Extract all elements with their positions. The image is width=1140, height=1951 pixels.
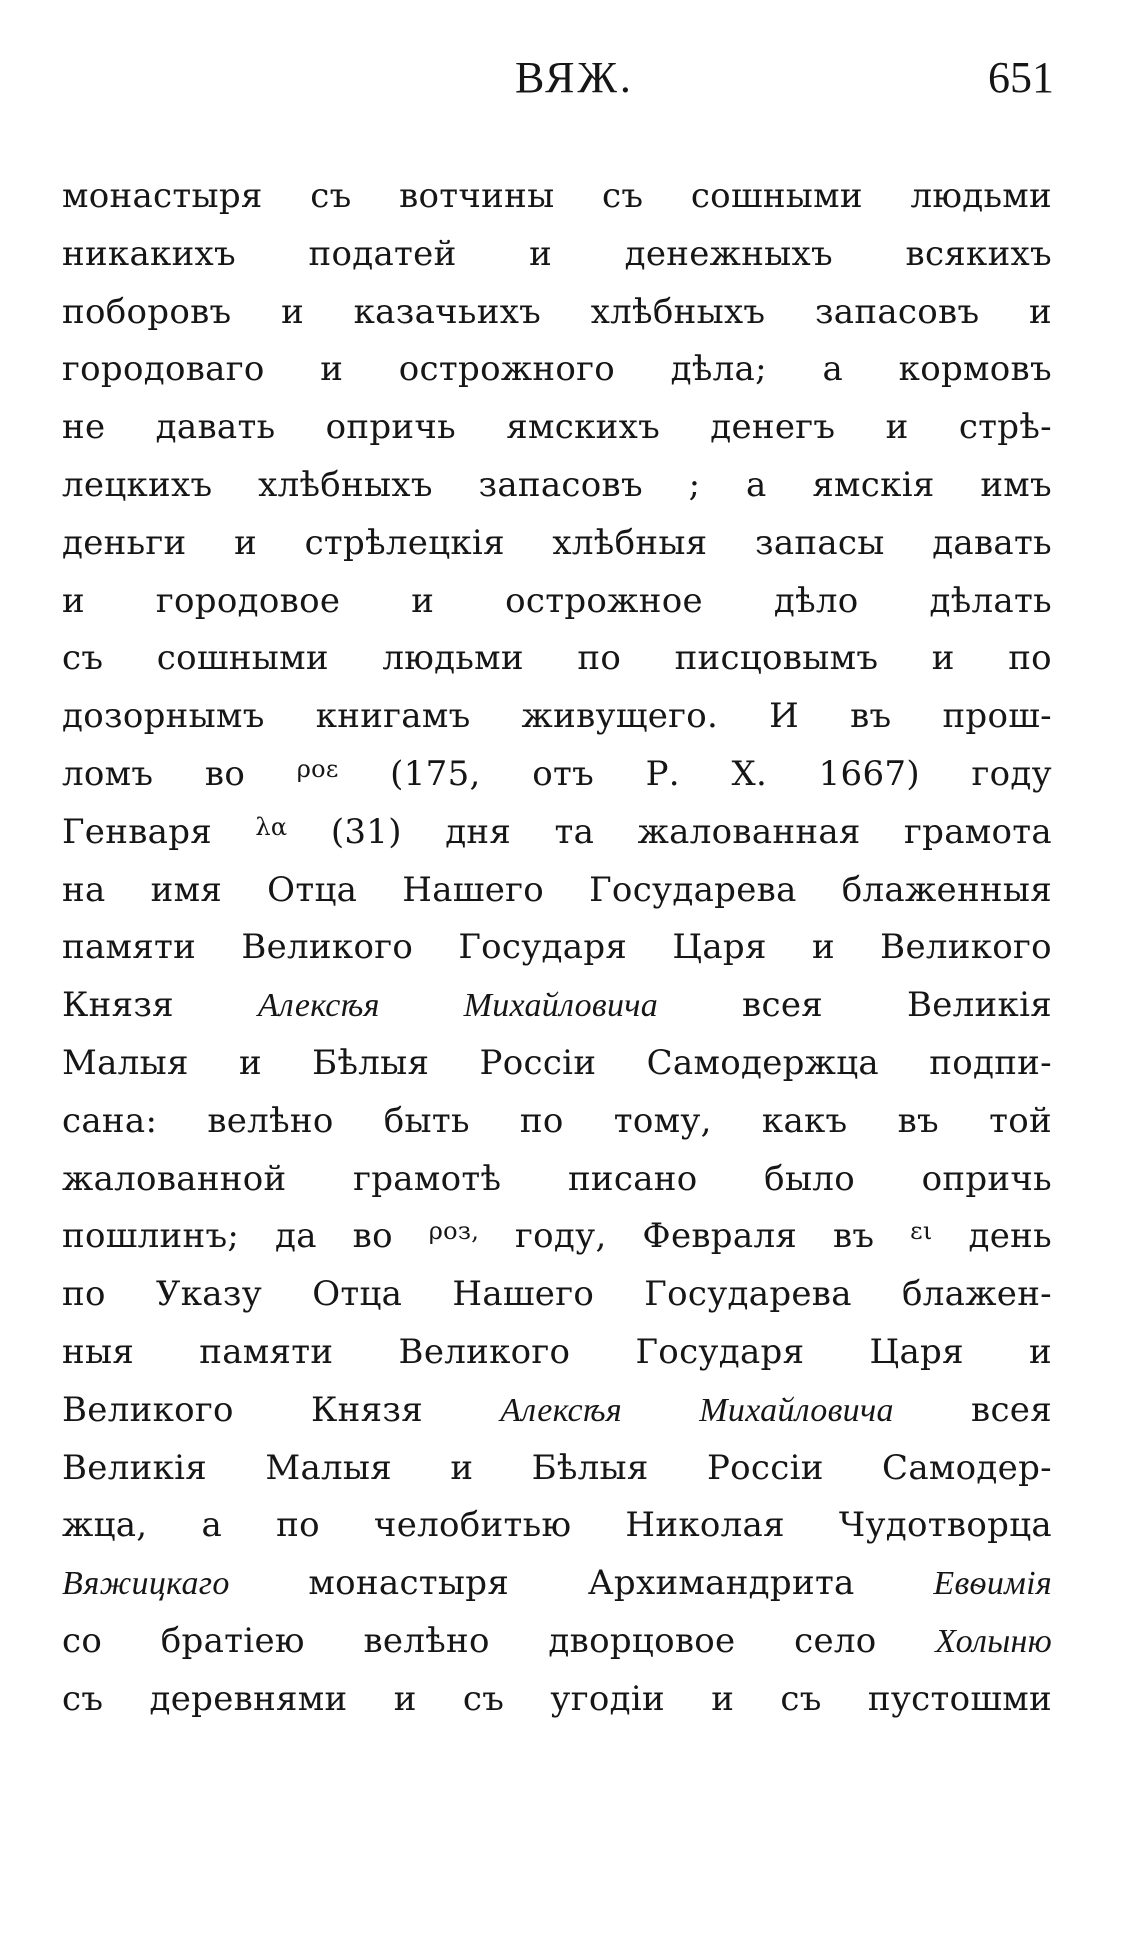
word: и bbox=[529, 233, 553, 274]
word: ; bbox=[688, 464, 701, 505]
word: Февраля bbox=[642, 1216, 798, 1257]
word: какъ bbox=[761, 1100, 848, 1141]
word: стрѣлецкія bbox=[304, 522, 505, 563]
word: и bbox=[1029, 1331, 1052, 1372]
word: живущего. bbox=[521, 696, 719, 737]
word: по bbox=[577, 638, 622, 679]
word: съ bbox=[310, 176, 352, 216]
word: книгамъ bbox=[315, 696, 471, 737]
word: день bbox=[968, 1216, 1052, 1257]
word: съ bbox=[62, 638, 104, 679]
word: писано bbox=[567, 1158, 698, 1199]
word: и bbox=[320, 349, 344, 390]
word: Великія bbox=[62, 1447, 208, 1488]
word: та bbox=[554, 811, 595, 852]
word: ямскихъ bbox=[506, 407, 661, 448]
word: челобитью bbox=[373, 1505, 572, 1546]
word: Россіи bbox=[706, 1447, 824, 1488]
word: ει bbox=[910, 1217, 933, 1246]
word: имя bbox=[150, 869, 223, 910]
text-line bbox=[62, 1035, 1052, 1093]
word: опричь bbox=[921, 1158, 1052, 1199]
page-number: 651 bbox=[988, 53, 1054, 102]
text-line bbox=[62, 1671, 1052, 1729]
word: жца, bbox=[62, 1505, 148, 1546]
word: лецкихъ bbox=[62, 464, 213, 505]
text-line bbox=[62, 977, 1052, 1035]
word: (31) bbox=[330, 811, 402, 852]
word: имъ bbox=[980, 464, 1052, 505]
text-line bbox=[62, 1266, 1052, 1324]
text-line bbox=[62, 804, 1052, 862]
word: прош- bbox=[942, 696, 1052, 737]
word: съ bbox=[62, 1678, 104, 1719]
text-line bbox=[62, 515, 1052, 573]
word: запасы bbox=[754, 522, 885, 563]
word: по bbox=[62, 1274, 106, 1315]
word: λα bbox=[255, 812, 288, 841]
word: по bbox=[276, 1505, 320, 1546]
word: Холыню bbox=[935, 1622, 1052, 1660]
word: Указу bbox=[155, 1274, 263, 1315]
word: Великого bbox=[241, 927, 414, 968]
word: опричь bbox=[325, 407, 456, 448]
word: Самодержца bbox=[646, 1042, 879, 1083]
word: было bbox=[764, 1158, 855, 1199]
word: давать bbox=[932, 522, 1052, 563]
word: а bbox=[746, 464, 767, 505]
word: по bbox=[519, 1100, 564, 1141]
text-line bbox=[62, 1382, 1052, 1440]
text-line bbox=[62, 746, 1052, 804]
word: въ bbox=[832, 1216, 875, 1257]
word: Царя bbox=[869, 1331, 964, 1372]
text-line bbox=[62, 688, 1052, 746]
word: Вяжицкаго bbox=[62, 1565, 230, 1603]
word: Государева bbox=[589, 869, 797, 910]
word: 1667) bbox=[818, 753, 920, 794]
word: во bbox=[204, 753, 246, 794]
word: кормовъ bbox=[898, 349, 1052, 390]
word: въ bbox=[897, 1100, 939, 1141]
word: Бѣлыя bbox=[531, 1447, 649, 1488]
word: Царя bbox=[672, 927, 767, 968]
word: всея bbox=[742, 985, 824, 1026]
word: (175, bbox=[390, 753, 481, 794]
word: дѣло bbox=[773, 580, 859, 621]
word: Малыя bbox=[62, 1042, 189, 1083]
text-line bbox=[62, 862, 1052, 920]
word: и bbox=[62, 580, 85, 621]
word: Михайловича bbox=[463, 987, 659, 1025]
word: да bbox=[275, 1216, 317, 1257]
text-line bbox=[62, 168, 1052, 226]
word: велѣно bbox=[207, 1100, 334, 1141]
word: и bbox=[885, 407, 909, 448]
word: сана: bbox=[62, 1100, 158, 1141]
word: и bbox=[450, 1447, 474, 1488]
word: Малыя bbox=[265, 1447, 393, 1488]
word: и bbox=[281, 291, 305, 332]
word: хлѣбныхъ bbox=[590, 291, 766, 332]
word: деньги bbox=[62, 522, 187, 563]
word: острожное bbox=[505, 580, 703, 621]
word: Князя bbox=[62, 985, 174, 1026]
word: той bbox=[989, 1100, 1052, 1141]
text-line bbox=[62, 1555, 1052, 1613]
text-line bbox=[62, 399, 1052, 457]
word: и bbox=[393, 1678, 417, 1719]
word: Самодер- bbox=[882, 1447, 1052, 1488]
word: въ bbox=[850, 696, 892, 737]
word: хлѣбныхъ bbox=[258, 464, 433, 505]
word: Николая bbox=[625, 1505, 785, 1546]
text-line bbox=[62, 1440, 1052, 1498]
word: съ bbox=[462, 1678, 505, 1719]
word: и bbox=[711, 1678, 735, 1719]
text-line bbox=[62, 1613, 1052, 1671]
text-line bbox=[62, 457, 1052, 515]
word: Россіи bbox=[479, 1042, 597, 1083]
text-line bbox=[62, 1151, 1052, 1209]
text-line bbox=[62, 341, 1052, 399]
word: дня bbox=[445, 811, 512, 852]
word: быть bbox=[383, 1100, 470, 1141]
word: году, bbox=[515, 1216, 607, 1257]
word: поборовъ bbox=[62, 291, 232, 332]
word: подпи- bbox=[929, 1042, 1052, 1083]
word: жалованной bbox=[62, 1158, 287, 1199]
word: Государя bbox=[635, 1331, 805, 1372]
word: сошными bbox=[690, 176, 863, 216]
word: денежныхъ bbox=[624, 233, 833, 274]
text-line bbox=[62, 1093, 1052, 1151]
word: вотчины bbox=[399, 176, 555, 216]
word: монастыря bbox=[62, 176, 263, 216]
word: угодіи bbox=[550, 1678, 665, 1719]
word: Государя bbox=[458, 927, 628, 968]
text-line bbox=[62, 630, 1052, 688]
word: всея bbox=[971, 1389, 1052, 1430]
word: Алексѣя bbox=[257, 987, 380, 1025]
word: городоваго bbox=[62, 349, 265, 390]
word: казачьихъ bbox=[353, 291, 542, 332]
word: деревнями bbox=[149, 1678, 348, 1719]
word: братіею bbox=[160, 1620, 305, 1661]
word: Х. bbox=[731, 753, 768, 794]
word: острожного bbox=[398, 349, 616, 390]
word: Великого bbox=[398, 1331, 571, 1372]
word: пустошми bbox=[867, 1678, 1052, 1719]
text-line bbox=[62, 226, 1052, 284]
text-line bbox=[62, 919, 1052, 977]
word: дѣлать bbox=[929, 580, 1052, 621]
word: Михайловича bbox=[699, 1391, 894, 1429]
word: людьми bbox=[382, 638, 524, 679]
word: Чудотворца bbox=[838, 1505, 1052, 1546]
word: дѣла; bbox=[670, 349, 767, 390]
word: дворцовое bbox=[548, 1620, 736, 1661]
word: ροз, bbox=[428, 1217, 480, 1246]
word: Архимандрита bbox=[587, 1563, 855, 1604]
word: памяти bbox=[199, 1331, 334, 1372]
word: Евѳимія bbox=[933, 1565, 1052, 1603]
word: ломъ bbox=[62, 753, 154, 794]
word: тому, bbox=[613, 1100, 712, 1141]
word: Великія bbox=[906, 985, 1052, 1026]
word: году bbox=[971, 753, 1052, 794]
word: всякихъ bbox=[905, 233, 1052, 274]
word: по bbox=[1008, 638, 1052, 679]
word: во bbox=[352, 1216, 393, 1257]
word: жалованная bbox=[637, 811, 861, 852]
running-head bbox=[0, 52, 1140, 112]
word: и bbox=[811, 927, 835, 968]
word: Нашего bbox=[402, 869, 545, 910]
text-line bbox=[62, 284, 1052, 342]
word: отъ bbox=[532, 753, 595, 794]
word: ямскія bbox=[812, 464, 935, 505]
word: монастыря bbox=[308, 1563, 510, 1604]
word: село bbox=[794, 1620, 877, 1661]
text-line bbox=[62, 1208, 1052, 1266]
word: стрѣ- bbox=[958, 407, 1052, 448]
word: давать bbox=[155, 407, 276, 448]
text-line bbox=[62, 1497, 1052, 1555]
word: памяти bbox=[62, 927, 197, 968]
body-text bbox=[62, 168, 1052, 1729]
word: дозорнымъ bbox=[62, 696, 265, 737]
word: пошлинъ; bbox=[62, 1216, 240, 1257]
word: Отца bbox=[267, 869, 358, 910]
running-head-title: ВЯЖ. bbox=[515, 53, 634, 102]
text-line bbox=[62, 573, 1052, 631]
word: Бѣлыя bbox=[312, 1042, 430, 1083]
word: а bbox=[201, 1505, 223, 1546]
word: Нашего bbox=[452, 1274, 595, 1315]
word: Великого bbox=[62, 1389, 234, 1430]
word: И bbox=[769, 696, 800, 737]
word: велѣно bbox=[363, 1620, 490, 1661]
word: запасовъ bbox=[478, 464, 643, 505]
text-line bbox=[62, 1324, 1052, 1382]
word: ныя bbox=[62, 1331, 135, 1372]
word: ροε bbox=[296, 754, 339, 783]
word: Князя bbox=[311, 1389, 423, 1430]
word: и bbox=[234, 522, 258, 563]
word: Отца bbox=[312, 1274, 403, 1315]
word: запасовъ bbox=[814, 291, 980, 332]
word: не bbox=[62, 407, 106, 448]
word: Алексѣя bbox=[500, 1391, 623, 1429]
word: блаженныя bbox=[841, 869, 1052, 910]
word: денегъ bbox=[710, 407, 836, 448]
word: Р. bbox=[645, 753, 680, 794]
word: и bbox=[238, 1042, 262, 1083]
word: на bbox=[62, 869, 106, 910]
word: податей bbox=[308, 233, 457, 274]
word: грамота bbox=[904, 811, 1052, 852]
word: а bbox=[822, 349, 844, 390]
word: Великого bbox=[880, 927, 1052, 968]
word: со bbox=[62, 1620, 103, 1661]
word: сошными bbox=[156, 638, 329, 679]
word: и bbox=[411, 580, 435, 621]
word: и bbox=[931, 638, 955, 679]
word: хлѣбныя bbox=[552, 522, 708, 563]
word: съ bbox=[780, 1678, 822, 1719]
word: блажен- bbox=[901, 1274, 1052, 1315]
word: городовое bbox=[155, 580, 341, 621]
word: писцовымъ bbox=[674, 638, 879, 679]
word: людьми bbox=[910, 176, 1052, 216]
word: и bbox=[1028, 291, 1052, 332]
word: Генваря bbox=[62, 811, 213, 852]
word: съ bbox=[602, 176, 644, 216]
word: Государева bbox=[644, 1274, 852, 1315]
word: грамотѣ bbox=[353, 1158, 502, 1199]
word: никакихъ bbox=[62, 233, 236, 274]
